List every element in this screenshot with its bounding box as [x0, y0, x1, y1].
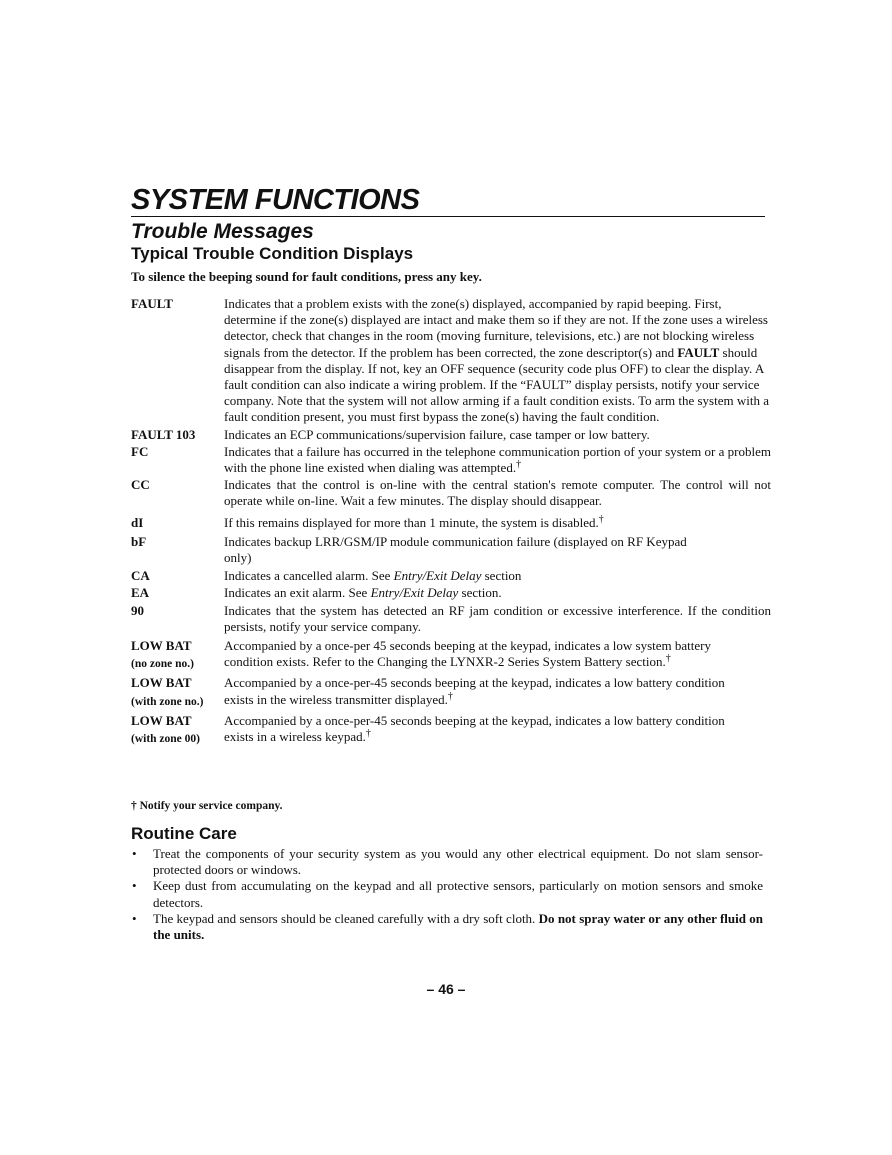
entry-description: Indicates an ECP communications/supervision failure, case tamper or low battery. — [224, 426, 650, 442]
routine-care-title: Routine Care — [131, 824, 237, 843]
italic-reference: Entry/Exit Delay — [393, 568, 482, 584]
entry-term: LOW BAT — [131, 712, 192, 728]
entry-term: FAULT 103 — [131, 426, 196, 442]
entry-description: Indicates that the system has detected an RF jam condition or excessive interference. If the condition persists, notify your service company. — [224, 602, 771, 634]
emphasis: FAULT — [677, 344, 720, 360]
page-number: – 46 – — [426, 981, 466, 997]
entry-term: LOW BAT — [131, 675, 192, 691]
entry-description: Indicates that a problem exists with the zone(s) displayed, accompanied by rapid beeping. First, determine if the zone(s) displayed are intact and make them so if they are not. If the zone uses a wireless detector, check that changes in the room (moving furniture, televisions, etc.) are not blocking wireless signals from the detector. If the problem has been corrected, the zone descriptor(s) and FAULT should disappear from the display. If not, key an OFF sequence (security code plus OFF) to clear the display. A fault condition can also indicate a wiring problem. If the “FAULT” display persists, notify your service company. Note that the system will not allow arming if a fault condition exists. To arm the system with a fault condition present, you must first bypass the zone(s) having the fault condition. — [224, 296, 769, 425]
warning-emphasis: Do not spray water or any other fluid on the units. — [153, 910, 764, 943]
entry-term: bF — [131, 533, 147, 549]
silence-note: To silence the beeping sound for fault conditions, press any key. — [131, 269, 482, 284]
dagger-mark: † — [598, 513, 604, 525]
list-item: • Treat the components of your security system as you would any other electrical equipment. Do not slam sensor-protected doors or windows. — [132, 846, 763, 878]
trouble-entry — [131, 568, 771, 584]
trouble-entry — [131, 675, 771, 709]
entry-description: Indicates backup LRR/GSM/IP module communication failure (displayed on RF Keypad only) — [224, 533, 687, 566]
entry-term: EA — [131, 585, 150, 601]
bullet-icon: • — [132, 846, 137, 861]
entry-term: dI — [131, 514, 144, 530]
bullet-icon: • — [132, 910, 137, 926]
bullet-icon: • — [132, 878, 137, 894]
trouble-entry — [131, 603, 771, 635]
section-title: Trouble Messages — [131, 220, 314, 243]
trouble-entry — [131, 534, 771, 566]
trouble-entry — [131, 713, 771, 747]
entry-qualifier: (no zone no.) — [131, 658, 194, 671]
entry-description: Indicates an exit alarm. See Entry/Exit Delay section. — [224, 585, 502, 601]
trouble-entry — [131, 638, 771, 672]
list-item: • Keep dust from accumulating on the keypad and all protective sensors, particularly on motion sensors and smoke detectors. — [132, 878, 763, 910]
entry-term: FAULT — [131, 296, 173, 311]
italic-reference: Entry/Exit Delay — [370, 585, 459, 601]
trouble-entry — [131, 427, 771, 443]
entry-term: LOW BAT — [131, 638, 192, 654]
entry-description: Indicates that a failure has occurred in the telephone communication portion of your system or a problem with the phone line existed when dialing was attempted.† — [224, 443, 771, 476]
trouble-message-list — [131, 296, 771, 748]
entry-term: CA — [131, 568, 150, 584]
entry-term: 90 — [131, 602, 144, 618]
entry-term: CC — [131, 477, 150, 493]
page-heading: SYSTEM FUNCTIONS — [131, 184, 420, 216]
dagger-mark: † — [365, 728, 371, 740]
trouble-entry — [131, 477, 771, 509]
routine-care-list — [131, 846, 763, 943]
entry-description: Accompanied by a once-per-45 seconds beeping at the keypad, indicates a low battery condition exists in the wireless transmitter displayed.† — [224, 675, 725, 707]
trouble-entry — [131, 585, 771, 601]
entry-qualifier: (with zone 00) — [131, 733, 200, 746]
entry-description: Accompanied by a once-per-45 seconds beeping at the keypad, indicates a low battery condition exists in a wireless keypad.† — [224, 712, 725, 745]
dagger-mark: † — [516, 459, 522, 471]
trouble-entry — [131, 444, 771, 476]
entry-description: Indicates a cancelled alarm. See Entry/Exit Delay section — [224, 568, 522, 584]
heading-rule — [131, 216, 765, 217]
trouble-entry — [131, 296, 771, 426]
dagger-mark: † — [665, 653, 671, 665]
subsection-title: Typical Trouble Condition Displays — [131, 244, 414, 263]
trouble-entry — [131, 515, 771, 531]
dagger-mark: † — [447, 690, 453, 702]
list-item: • The keypad and sensors should be cleaned carefully with a dry soft cloth. Do not spray water or any other fluid on the units. — [132, 910, 764, 943]
entry-description: If this remains displayed for more than 1 minute, the system is disabled.† — [224, 513, 604, 530]
footnote: † Notify your service company. — [131, 800, 283, 812]
entry-description: Indicates that the control is on-line with the central station's remote computer. The control will not operate while on-line. Wait a few minutes. The display should disappear. — [224, 477, 771, 509]
entry-qualifier: (with zone no.) — [131, 695, 204, 708]
entry-description: Accompanied by a once-per 45 seconds beeping at the keypad, indicates a low system battery condition exists. Refer to the Changing the LYNXR-2 Series System Battery section.† — [224, 638, 711, 670]
entry-term: FC — [131, 443, 149, 459]
